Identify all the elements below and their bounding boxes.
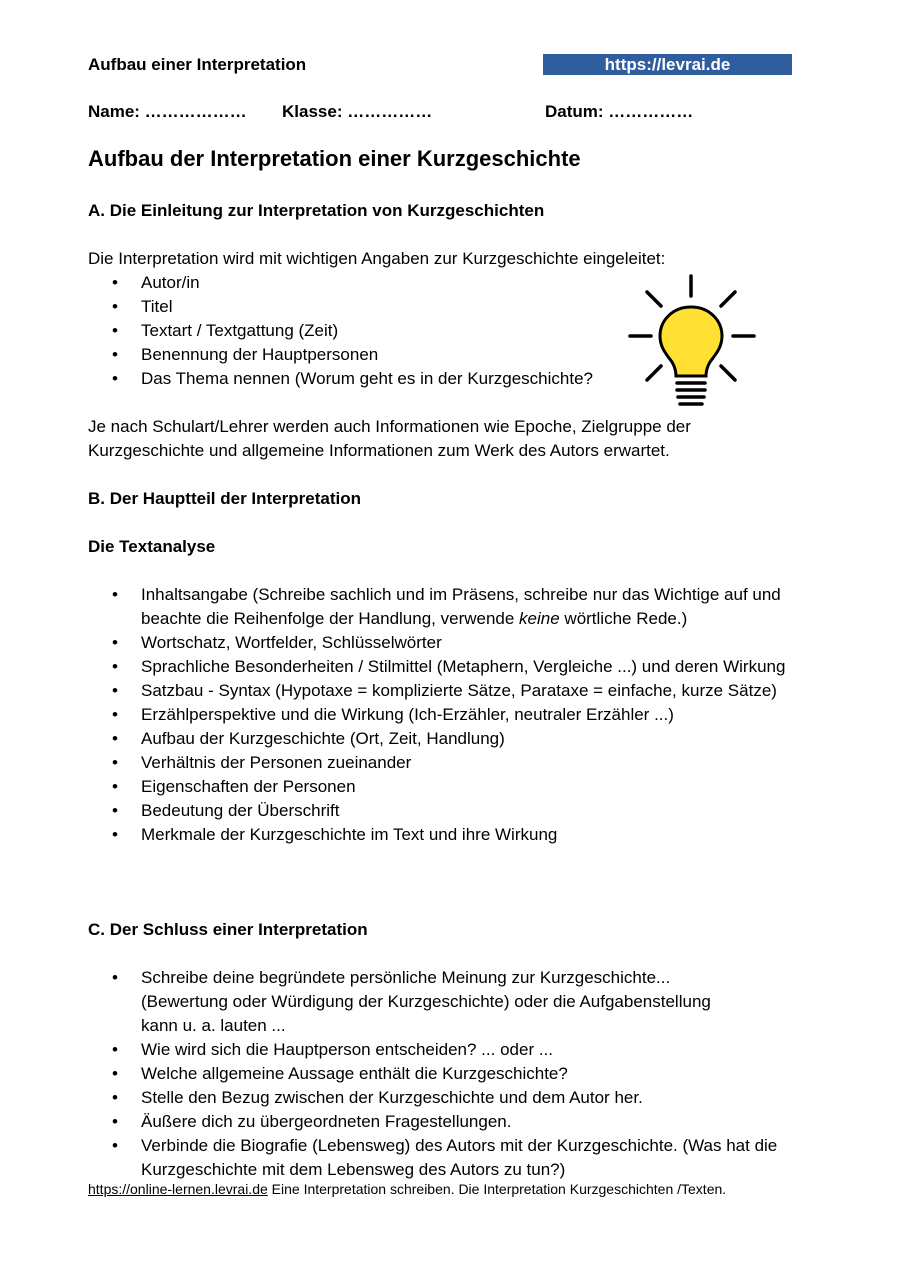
page-title: Aufbau der Interpretation einer Kurzgeschichte <box>88 146 581 171</box>
section-b-subheading: Die Textanalyse <box>88 537 216 556</box>
list-item: • Satzbau - Syntax (Hypotaxe = komplizierte Sätze, Parataxe = einfache, kurze Sätze) <box>112 681 777 700</box>
list-item: • Inhaltsangabe (Schreibe sachlich und im Präsens, schreibe nur das Wichtige auf und beachte die Reihenfolge der Handlung, verwende keine wörtliche Rede.) <box>112 585 781 628</box>
section-b-heading: B. Der Hauptteil der Interpretation <box>88 489 361 508</box>
section-a-list <box>88 271 593 391</box>
list-item: • Erzählperspektive und die Wirkung (Ich-Erzähler, neutraler Erzähler ...) <box>112 705 674 724</box>
section-a-outro: Je nach Schulart/Lehrer werden auch Informationen wie Epoche, Zielgruppe der Kurzgeschichte und allgemeine Informationen zum Werk des Autors erwartet. <box>88 417 691 460</box>
lightbulb-icon <box>625 270 760 415</box>
list-item: • Merkmale der Kurzgeschichte im Text und ihre Wirkung <box>112 825 558 844</box>
list-item: • Eigenschaften der Personen <box>112 777 356 796</box>
header-title: Aufbau einer Interpretation <box>88 55 307 74</box>
datum-field: Datum: …………… <box>545 102 694 121</box>
list-item: • Verhältnis der Personen zueinander <box>112 753 412 772</box>
footer <box>88 1181 726 1197</box>
section-b-list <box>88 583 808 847</box>
name-field: Name: ……………… <box>88 102 247 121</box>
klasse-field: Klasse: …………… <box>282 102 433 121</box>
list-item: • Sprachliche Besonderheiten / Stilmittel (Metaphern, Vergleiche ...) und deren Wirkung <box>112 657 786 676</box>
footer-link[interactable]: https://online-lernen.levrai.de <box>88 1181 268 1197</box>
list-item: • Schreibe deine begründete persönliche Meinung zur Kurzgeschichte... (Bewertung oder Würdigung der Kurzgeschichte) oder die Aufgabenstellung kann u. a. lauten ... <box>112 968 711 1035</box>
list-item: • Äußere dich zu übergeordneten Fragestellungen. <box>112 1112 512 1131</box>
list-item: • Wie wird sich die Hauptperson entscheiden? ... oder ... <box>112 1040 553 1059</box>
site-url-badge[interactable]: https://levrai.de <box>543 54 792 75</box>
list-item: • Stelle den Bezug zwischen der Kurzgeschichte und dem Autor her. <box>112 1088 643 1107</box>
list-item: • Textart / Textgattung (Zeit) <box>112 321 339 340</box>
section-c-list <box>88 966 808 1182</box>
list-item: • Welche allgemeine Aussage enthält die Kurzgeschichte? <box>112 1064 568 1083</box>
footer-text: Eine Interpretation schreiben. Die Interpretation Kurzgeschichten /Texten. <box>267 1181 727 1197</box>
list-item: • Aufbau der Kurzgeschichte (Ort, Zeit, Handlung) <box>112 729 505 748</box>
section-c-heading: C. Der Schluss einer Interpretation <box>88 920 368 939</box>
section-a-heading: A. Die Einleitung zur Interpretation von Kurzgeschichten <box>88 201 545 220</box>
list-item: • Titel <box>112 297 173 316</box>
list-item: • Bedeutung der Überschrift <box>112 801 340 820</box>
list-item: • Verbinde die Biografie (Lebensweg) des Autors mit der Kurzgeschichte. (Was hat die Kurzgeschichte mit dem Lebensweg des Autors zu tun?) <box>112 1136 778 1179</box>
list-item: • Autor/in <box>112 273 200 292</box>
list-item: • Benennung der Hauptpersonen <box>112 345 379 364</box>
list-item: • Wortschatz, Wortfelder, Schlüsselwörter <box>112 633 442 652</box>
section-a-intro: Die Interpretation wird mit wichtigen Angaben zur Kurzgeschichte eingeleitet: <box>88 249 666 268</box>
list-item: • Das Thema nennen (Worum geht es in der Kurzgeschichte? <box>112 369 594 388</box>
